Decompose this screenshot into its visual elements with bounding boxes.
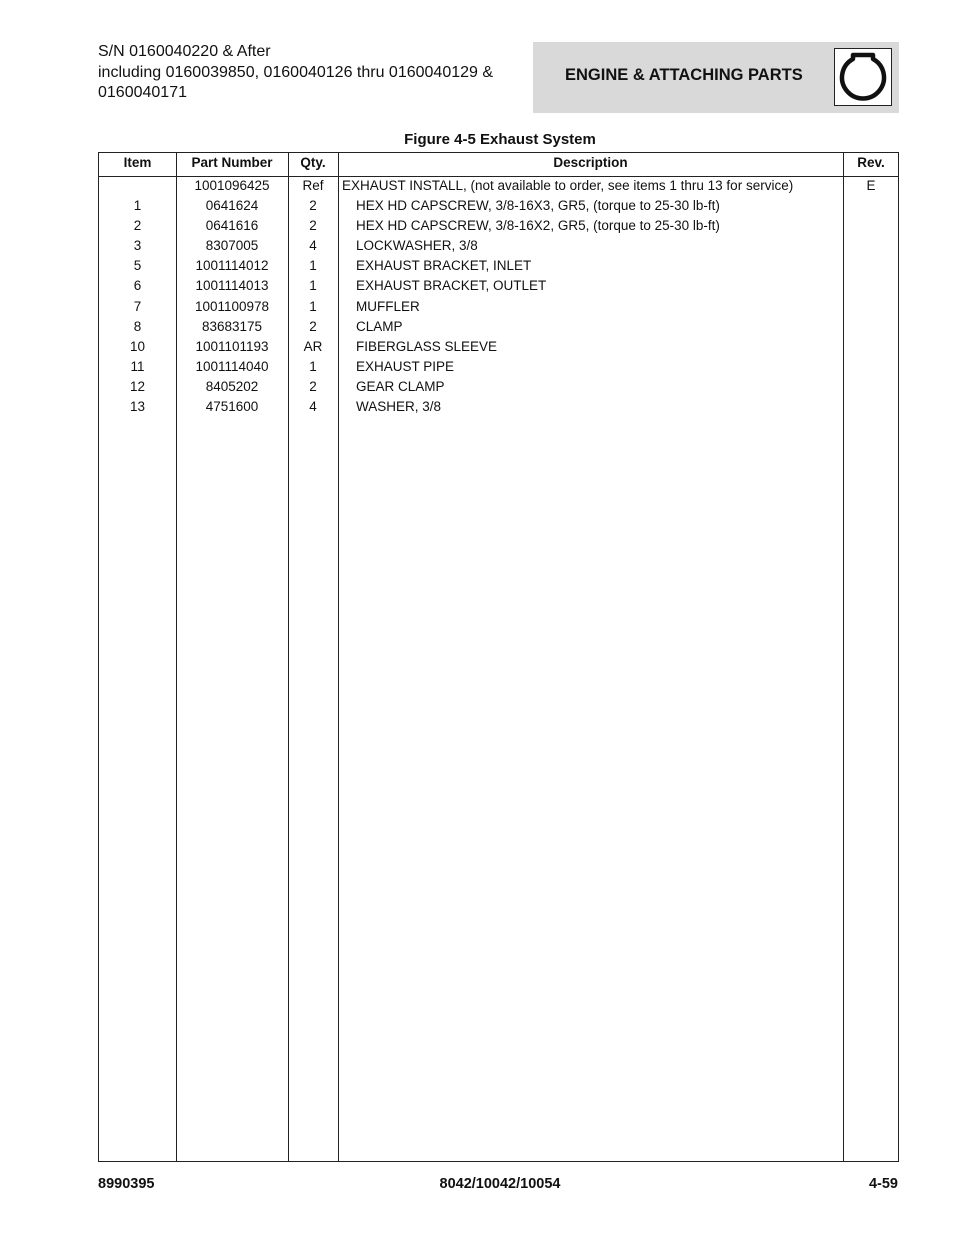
engine-section-icon [834, 48, 892, 106]
part-number: 8307005 [205, 238, 259, 254]
description: WASHER, 3/8 [356, 399, 442, 415]
revision: E [866, 178, 876, 193]
document-number: 8990395 [98, 1176, 155, 1192]
serial-line: including 0160039850, 0160040126 thru 0160040129 & [98, 63, 494, 81]
description: GEAR CLAMP [356, 378, 445, 394]
figure-title: Figure 4-5 Exhaust System [404, 131, 596, 148]
quantity: 2 [309, 318, 317, 334]
table-row [99, 338, 898, 358]
item-number: 6 [133, 278, 142, 294]
serial-line: S/N 0160040220 & After [98, 43, 271, 60]
part-number: 1001096425 [194, 178, 270, 193]
part-number: 1001101193 [195, 338, 269, 354]
model-numbers: 8042/10042/10054 [439, 1176, 561, 1192]
item-number: 12 [129, 378, 146, 394]
quantity: 2 [309, 198, 317, 214]
table-row [99, 277, 898, 297]
description: EXHAUST BRACKET, OUTLET [356, 278, 547, 294]
description: CLAMP [356, 318, 403, 334]
table-row [99, 197, 898, 217]
header-qty: Qty. [300, 155, 326, 170]
item-number: 1 [133, 198, 142, 214]
item-number: 13 [129, 399, 146, 415]
description: HEX HD CAPSCREW, 3/8-16X3, GR5, (torque to 25-30 lb-ft) [356, 198, 720, 214]
quantity: 2 [309, 378, 317, 394]
item-number: 10 [129, 338, 146, 354]
table-row [99, 398, 898, 418]
quantity: Ref [302, 178, 324, 193]
table-row [99, 358, 898, 378]
table-body [99, 177, 898, 418]
description: EXHAUST BRACKET, INLET [356, 258, 532, 274]
table-row [99, 237, 898, 257]
quantity: 1 [309, 258, 317, 274]
part-number: 1001114040 [195, 358, 269, 374]
description: LOCKWASHER, 3/8 [356, 238, 478, 254]
serial-number-range [98, 42, 528, 104]
header-part-number: Part Number [191, 155, 273, 170]
part-number: 0641624 [205, 198, 259, 214]
table-row [99, 318, 898, 338]
parts-table [98, 152, 899, 1162]
part-number: 1001114013 [195, 278, 269, 294]
quantity: 1 [309, 358, 317, 374]
table-row [99, 257, 898, 277]
table-row [99, 177, 898, 197]
part-number: 0641616 [205, 218, 259, 234]
part-number: 1001114012 [195, 258, 269, 274]
part-number: 83683175 [201, 318, 263, 334]
header-rev: Rev. [857, 155, 885, 170]
part-number: 1001100978 [194, 298, 270, 314]
quantity: 4 [309, 399, 317, 415]
table-row [99, 217, 898, 237]
header-item: Item [123, 155, 152, 170]
item-number: 11 [130, 358, 145, 374]
header-description: Description [553, 155, 628, 170]
part-number: 4751600 [205, 399, 259, 415]
quantity: 1 [309, 278, 317, 294]
item-number: 3 [133, 238, 142, 254]
section-header [533, 42, 899, 113]
description: FIBERGLASS SLEEVE [356, 338, 498, 354]
part-number: 8405202 [205, 378, 259, 394]
item-number: 5 [133, 258, 142, 274]
description: EXHAUST INSTALL, (not available to order, see items 1 thru 13 for service) [342, 178, 794, 193]
table-row [99, 298, 898, 318]
quantity: 2 [309, 218, 317, 234]
quantity: 4 [309, 238, 317, 254]
page-number: 4-59 [868, 1176, 898, 1192]
item-number: 7 [133, 298, 142, 314]
engine-icon [835, 49, 891, 105]
section-title: ENGINE & ATTACHING PARTS [565, 66, 803, 84]
quantity: AR [303, 338, 323, 354]
description: HEX HD CAPSCREW, 3/8-16X2, GR5, (torque to 25-30 lb-ft) [356, 218, 720, 234]
description: MUFFLER [356, 298, 420, 314]
description: EXHAUST PIPE [356, 358, 455, 374]
table-row [99, 378, 898, 398]
quantity: 1 [309, 298, 317, 314]
item-number: 8 [133, 318, 142, 334]
item-number: 2 [133, 218, 142, 234]
serial-line: 0160040171 [98, 84, 187, 101]
